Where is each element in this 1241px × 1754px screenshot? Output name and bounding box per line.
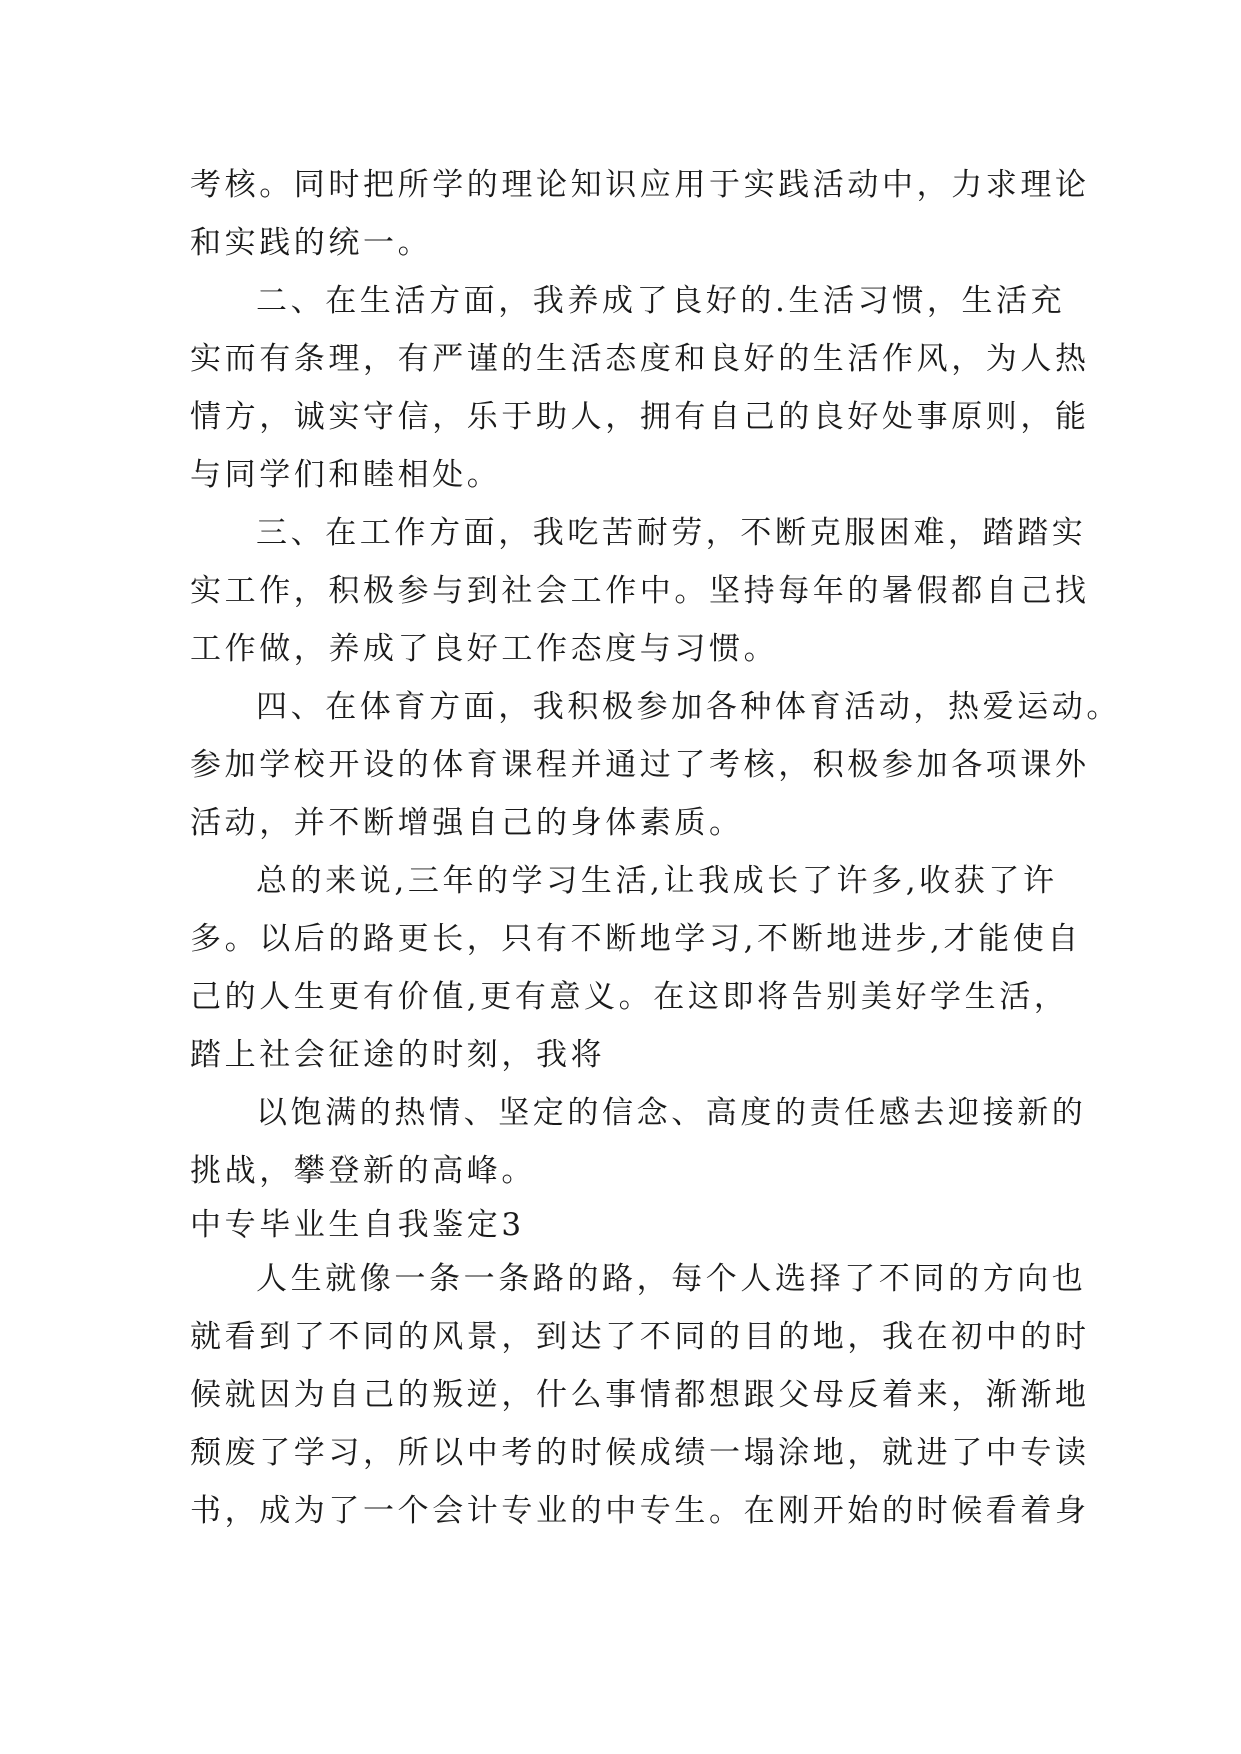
- text-line: 活动，并不断增强自己的身体素质。: [190, 805, 744, 841]
- paragraph-start: 以饱满的热情、坚定的信念、高度的责任感去迎接新的: [256, 1095, 1087, 1131]
- text-line: 多。以后的路更长，只有不断地学习,不断地进步,才能使自: [190, 921, 1082, 957]
- paragraph-start: 三、在工作方面，我吃苦耐劳，不断克服困难，踏踏实: [256, 515, 1087, 551]
- text-line: 和实践的统一。: [190, 225, 433, 261]
- text-line: 挑战，攀登新的高峰。: [190, 1153, 536, 1189]
- text-line: 候就因为自己的叛逆，什么事情都想跟父母反着来，渐渐地: [190, 1377, 1090, 1413]
- paragraph-start: 总的来说,三年的学习生活,让我成长了许多,收获了许: [256, 863, 1058, 899]
- text-line: 参加学校开设的体育课程并通过了考核，积极参加各项课外: [190, 747, 1090, 783]
- paragraph-start: 人生就像一条一条路的路，每个人选择了不同的方向也: [256, 1261, 1087, 1297]
- paragraph-start: 二、在生活方面，我养成了良好的.生活习惯，生活充: [256, 283, 1066, 319]
- paragraph-start: 四、在体育方面，我积极参加各种体育活动，热爱运动。: [256, 689, 1121, 725]
- text-line: 实工作，积极参与到社会工作中。坚持每年的暑假都自己找: [190, 573, 1090, 609]
- text-line: 己的人生更有价值,更有意义。在这即将告别美好学生活，: [190, 979, 1069, 1015]
- text-line: 考核。同时把所学的理论知识应用于实践活动中，力求理论: [190, 167, 1090, 203]
- text-line: 颓废了学习，所以中考的时候成绩一塌涂地，就进了中专读: [190, 1435, 1090, 1471]
- section-heading: 中专毕业生自我鉴定3: [190, 1207, 525, 1243]
- text-line: 情方，诚实守信，乐于助人，拥有自己的良好处事原则，能: [190, 399, 1090, 435]
- text-line: 实而有条理，有严谨的生活态度和良好的生活作风，为人热: [190, 341, 1090, 377]
- text-line: 踏上社会征途的时刻，我将: [190, 1037, 606, 1073]
- text-line: 书，成为了一个会计专业的中专生。在刚开始的时候看着身: [190, 1493, 1090, 1529]
- text-line: 就看到了不同的风景，到达了不同的目的地，我在初中的时: [190, 1319, 1090, 1355]
- text-line: 工作做，养成了良好工作态度与习惯。: [190, 631, 779, 667]
- text-line: 与同学们和睦相处。: [190, 457, 502, 493]
